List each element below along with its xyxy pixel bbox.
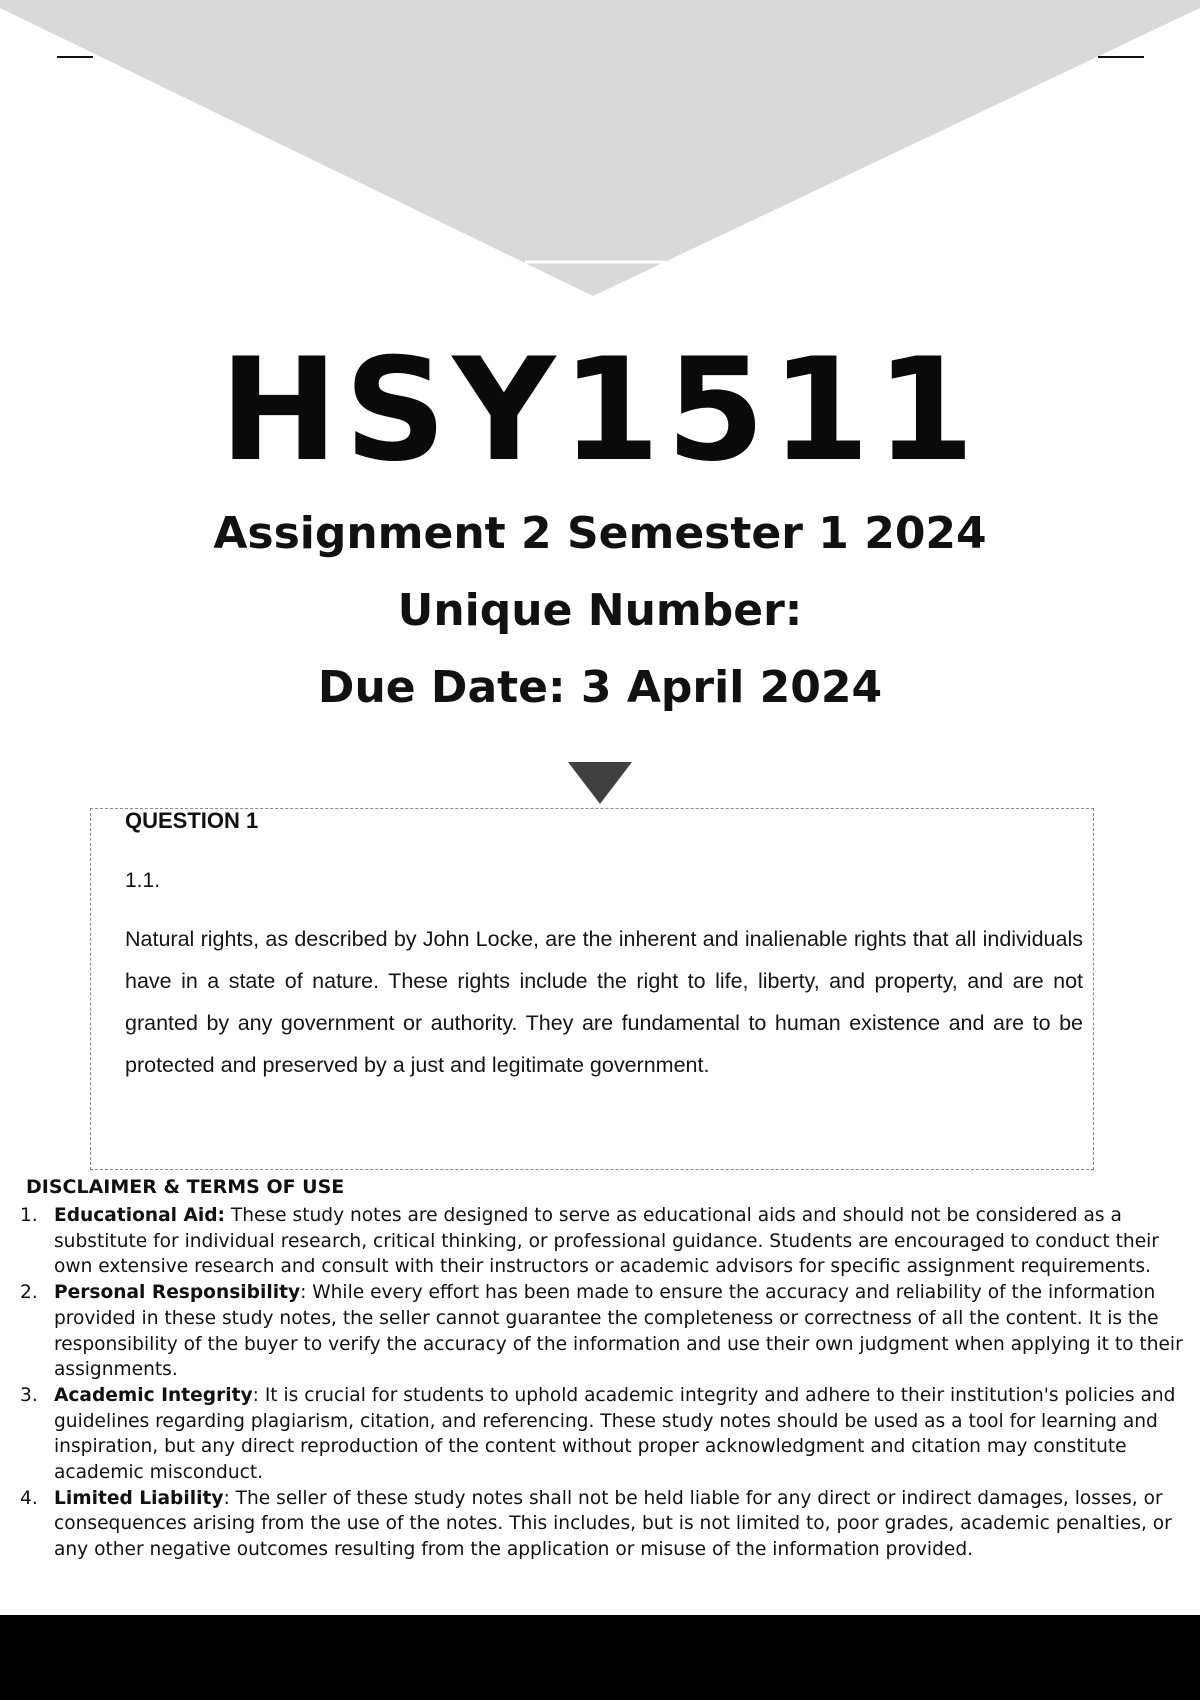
course-code-title: HSY1511 xyxy=(219,328,981,493)
term-item-educational-aid xyxy=(0,1203,1190,1280)
assignment-line: Assignment 2 Semester 1 2024 xyxy=(213,508,987,559)
term-number: 3. xyxy=(20,1384,38,1406)
question-number: 1.1. xyxy=(125,869,161,892)
term-number: 4. xyxy=(20,1487,38,1509)
term-text: : While every effort has been made to ensure the accuracy and reliability of the information provided in these study notes, the seller cannot guarantee the completeness or correctness of all the content. It is the responsibility of the buyer to verify the accuracy of the information and use their own judgment when applying it to their assignments. xyxy=(54,1282,1183,1381)
term-text: These study notes are designed to serve as educational aids and should not be considered as a substitute for individual research, critical thinking, or professional guidance. Students are encouraged to conduct their own extensive research and consult with their instructors or academic advisors for specific assignment requirements. xyxy=(54,1205,1159,1278)
bottom-black-bar xyxy=(0,1615,1200,1700)
terms-list xyxy=(0,1203,1190,1563)
term-item-academic-integrity xyxy=(0,1383,1190,1486)
disclaimer-title: DISCLAIMER & TERMS OF USE xyxy=(26,1176,345,1198)
question-answer-text: Natural rights, as described by John Locke, are the inherent and inalienable rights that all individuals have in a state of nature. These rights include the right to life, liberty, and property, and are not granted by any government or authority. They are fundamental to human existence and are to be protected and preserved by a just and legitimate government. xyxy=(125,927,1083,1077)
corner-rule-left xyxy=(57,56,93,58)
term-name: Academic Integrity xyxy=(54,1384,253,1406)
term-item-personal-responsibility xyxy=(0,1280,1190,1383)
question-heading: QUESTION 1 xyxy=(125,808,259,833)
top-chevron-banner xyxy=(0,0,1200,300)
term-name: Limited Liability xyxy=(54,1487,224,1509)
term-item-limited-liability xyxy=(0,1486,1190,1563)
term-number: 2. xyxy=(20,1282,38,1304)
term-text: : The seller of these study notes shall not be held liable for any direct or indirect damages, losses, or consequences arising from the use of the notes. This includes, but is not limited to, poor grades, academic penalties, or any other negative outcomes resulting from the application or misuse of the information provided. xyxy=(54,1487,1172,1561)
term-name: Educational Aid: xyxy=(54,1205,225,1226)
term-name: Personal Responsibility xyxy=(54,1282,301,1304)
down-triangle-icon xyxy=(568,762,632,804)
due-date-line: Due Date: 3 April 2024 xyxy=(317,662,883,713)
term-text: : It is crucial for students to uphold academic integrity and adhere to their institution's policies and guidelines regarding plagiarism, citation, and referencing. These study notes should be used as a tool for learning and inspiration, but any direct reproduction of the content without proper acknowledgment and citation may constitute academic misconduct. xyxy=(54,1384,1176,1484)
corner-rule-right xyxy=(1098,56,1144,58)
term-number: 1. xyxy=(20,1205,38,1226)
unique-number-line: Unique Number: xyxy=(397,585,803,636)
